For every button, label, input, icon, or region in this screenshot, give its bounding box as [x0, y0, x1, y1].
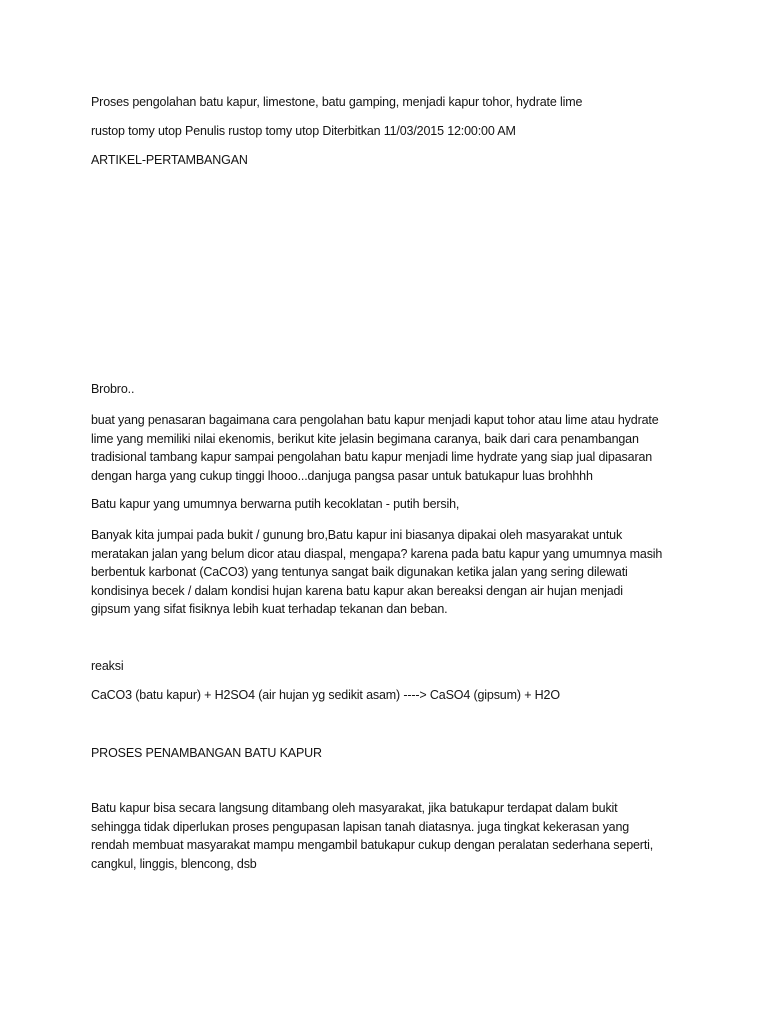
paragraph-line: lime yang memiliki nilai ekenomis, berikut kite jelasin begimana caranya, baik dari cara penambangan [91, 431, 639, 446]
paragraph-line: kondisinya becek / dalam kondisi hujan karena batu kapur akan bereaksi dengan air hujan menjadi [91, 583, 623, 598]
paragraph-line: dengan harga yang cukup tinggi lhooo...danjuga pangsa pasar untuk batukapur luas brohhhh [91, 468, 593, 483]
paragraph-line: Batu kapur bisa secara langsung ditambang oleh masyarakat, jika batukapur terdapat dalam bukit [91, 801, 618, 815]
paragraph-line: sehingga tidak diperlukan proses pengupasan lapisan tanah diatasnya. juga tingkat kekerasan yang [91, 819, 630, 834]
paragraph-line: rendah membuat masyarakat mampu mengambil batukapur cukup dengan peralatan sederhana seperti, [91, 838, 654, 852]
document-title: Proses pengolahan batu kapur, limestone, batu gamping, menjadi kapur tohor, hydrate lime [91, 95, 583, 109]
mining-paragraph [91, 799, 691, 873]
section-heading: PROSES PENAMBANGAN BATU KAPUR [91, 746, 322, 760]
paragraph-line: tradisional tambang kapur sampai pengolahan batu kapur menjadi lime hydrate yang siap jual dipasaran [91, 450, 653, 464]
intro-paragraph [91, 411, 691, 485]
color-description: Batu kapur yang umumnya berwarna putih kecoklatan - putih bersih, [91, 497, 460, 511]
paragraph-line: cangkul, linggis, blencong, dsb [91, 856, 257, 871]
usage-paragraph [91, 526, 691, 619]
category-label: ARTIKEL-PERTAMBANGAN [91, 153, 248, 167]
author-byline: rustop tomy utop Penulis rustop tomy utop Diterbitkan 11/03/2015 12:00:00 AM [91, 124, 516, 138]
paragraph-line: buat yang penasaran bagaimana cara pengolahan batu kapur menjadi kaput tohor atau lime atau hydrate [91, 413, 659, 427]
greeting: Brobro.. [91, 382, 135, 396]
reaction-equation: CaCO3 (batu kapur) + H2SO4 (air hujan yg sedikit asam) ----> CaSO4 (gipsum) + H2O [91, 688, 560, 702]
paragraph-line: meratakan jalan yang belum dicor atau diaspal, mengapa? karena pada batu kapur yang umumnya masih [91, 546, 663, 561]
paragraph-line: berbentuk karbonat (CaCO3) yang tentunya sangat baik digunakan ketika jalan yang sering dilewati [91, 565, 628, 579]
reaction-label: reaksi [91, 659, 124, 673]
paragraph-line: gipsum yang sifat fisiknya lebih kuat terhadap tekanan dan beban. [91, 602, 448, 616]
paragraph-line: Banyak kita jumpai pada bukit / gunung bro,Batu kapur ini biasanya dipakai oleh masyarakat untuk [91, 528, 623, 542]
